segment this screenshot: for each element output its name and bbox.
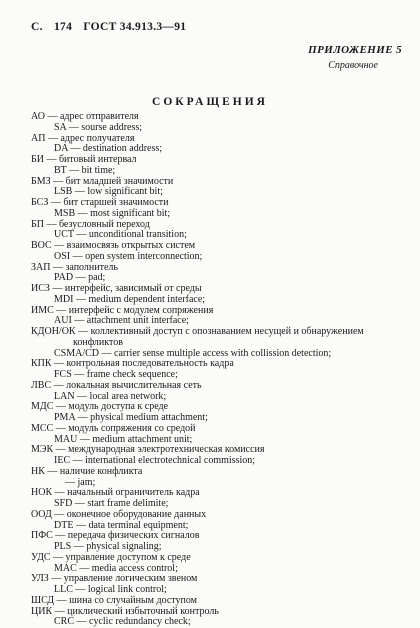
- entry-ru: МСС — модуль сопряжения со средой: [31, 422, 196, 434]
- entry-en: PLS — physical signaling;: [54, 541, 162, 552]
- entry-en: IEC — international electrotechnical commission;: [54, 455, 256, 466]
- entry-en: SA — sourse address;: [54, 121, 143, 133]
- entry-ru: БП — безусловный переход: [31, 218, 150, 230]
- entry-ru: [31, 327, 411, 349]
- entry-en: UCT — unconditional transition;: [54, 229, 187, 241]
- entry-en: CSMA/CD — carrier sense multiple access with collission detection;: [54, 347, 332, 359]
- entry-ru: ЦИК — циклический избыточный контроль: [31, 605, 219, 617]
- page-number: 174: [53, 21, 73, 33]
- entry-ru: АО — адрес отправителя: [31, 111, 139, 122]
- entry-ru: УЛЗ — управление логическим звеном: [31, 573, 198, 585]
- entry-ru-continuation: конфликтов: [73, 336, 123, 348]
- entry-en: LAN — local area network;: [54, 390, 167, 402]
- entry-en: CRC — cyclic redundancy check;: [54, 616, 191, 628]
- entry-ru: ШСД — шина со случайным доступом: [31, 594, 198, 606]
- entry-en: PAD — pad;: [54, 272, 106, 284]
- page-prefix: С.: [31, 21, 43, 33]
- entry-en: FCS — frame check sequence;: [54, 369, 178, 380]
- entry-ru: ИСЗ — интерфейс, зависимый от среды: [31, 283, 202, 294]
- standard-code: ГОСТ 34.913.3—91: [83, 21, 187, 33]
- entry-en: MAU — medium attachment unit;: [54, 433, 193, 445]
- entry-ru-main: КДОН/ОК — коллективный доступ с опознаванием несущей и обнаружением: [31, 326, 364, 337]
- appendix-title: ПРИЛОЖЕНИЕ 5: [308, 44, 402, 56]
- page-header: [31, 21, 194, 33]
- entry-ru: ЗАП — заполнитель: [31, 261, 118, 273]
- entry-en: LLC — logical link control;: [54, 584, 167, 595]
- entry-en: AUI — attachment unit interface;: [54, 315, 189, 327]
- entry-en: BT — bit time;: [54, 164, 116, 176]
- entry-ru: АП — адрес получателя: [31, 132, 135, 144]
- entry-ru: КПК — контрольная последовательность кадра: [31, 358, 234, 370]
- entry-en: MSB — most significant bit;: [54, 207, 171, 219]
- entry-ru: БСЗ — бит старшей значимости: [31, 197, 169, 208]
- entry-en: LSB — low significant bit;: [54, 186, 163, 198]
- appendix-type: Справочное: [328, 60, 378, 71]
- entry-en: PMA — physical medium attachment;: [54, 412, 208, 423]
- entry-en: DA — destination address;: [54, 143, 163, 155]
- entry-ru: НК — наличие конфликта: [31, 465, 143, 477]
- abbreviations-list: [31, 112, 411, 628]
- entry-ru: БИ — битовый интервал: [31, 154, 137, 165]
- entry-ru: УДС — управление доступом к среде: [31, 551, 191, 563]
- entry-ru: МДС — модуль доступа к среде: [31, 401, 169, 413]
- section-title: СОКРАЩЕНИЯ: [152, 96, 268, 108]
- entry-en: OSI — open system interconnection;: [54, 250, 203, 262]
- entry-ru: БМЗ — бит младшей значимости: [31, 175, 174, 187]
- entry-ru: ВОС — взаимосвязь открытых систем: [31, 240, 196, 251]
- entry-ru: ИМС — интерфейс с модулем сопряжения: [31, 304, 214, 316]
- entry-ru: МЭК — международная электротехническая комиссия: [31, 444, 265, 456]
- entry-en: MAC — media access control;: [54, 562, 178, 574]
- entry-ru: ООД — оконечное оборудование данных: [31, 508, 207, 520]
- entry-ru: ЛВС — локальная вычислительная сеть: [31, 379, 202, 391]
- entry-en: MDI — medium dependent interface;: [54, 293, 206, 305]
- entry-en: SFD — start frame delimite;: [54, 498, 169, 509]
- entry-en: DTE — data terminal equipment;: [54, 519, 189, 531]
- entry-ru: ПФС — передача физических сигналов: [31, 530, 200, 542]
- entry-en: — jam;: [65, 476, 96, 488]
- entry-ru: НОК — начальный ограничитель кадра: [31, 487, 200, 499]
